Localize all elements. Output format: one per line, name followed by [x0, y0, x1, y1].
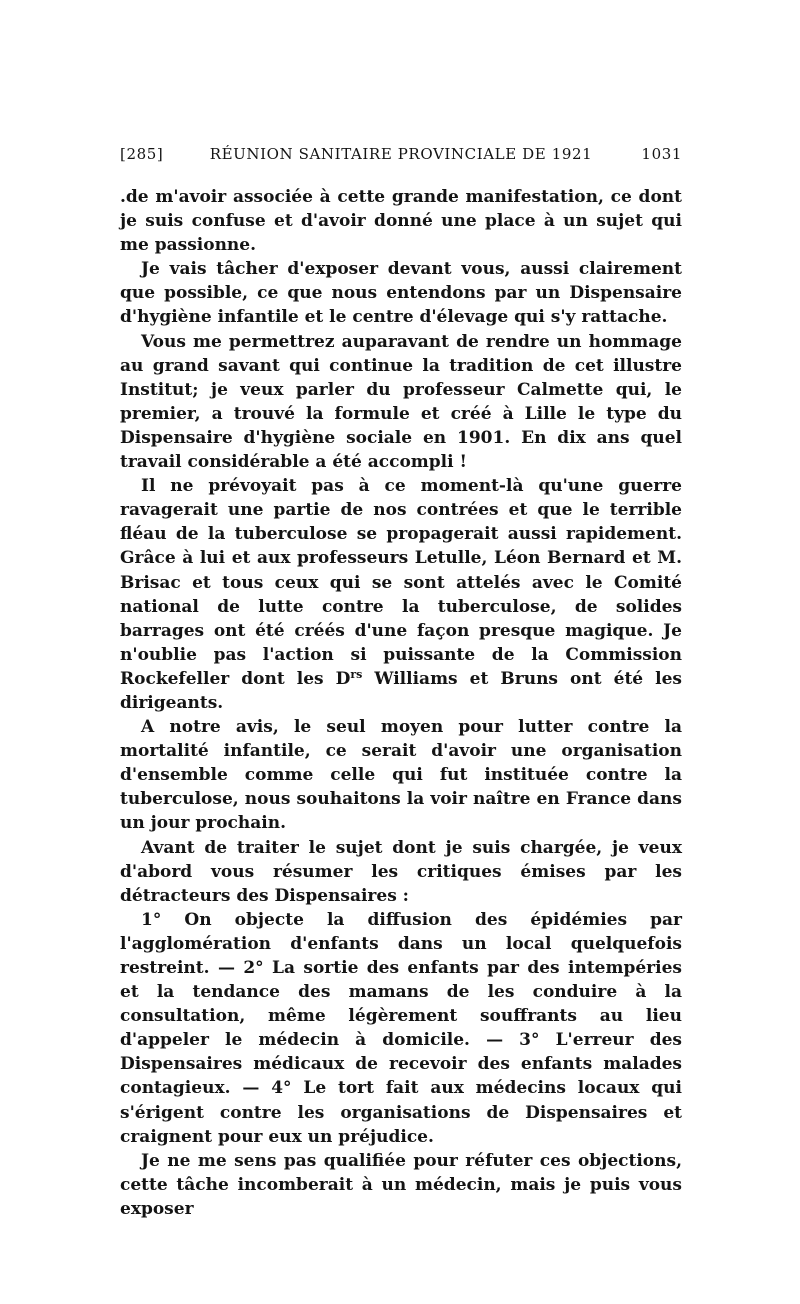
document-page — [120, 0, 682, 1304]
page-reference: [285] — [120, 145, 164, 163]
paragraph — [120, 474, 682, 715]
paragraph-text: Il ne prévoyait pas à ce moment-là qu'une guerre ravagerait une partie de nos contrées et que le terrible fléau de la tuberculose se propagerait aussi rapidement. Grâce à lui et aux professeurs Letulle, Léon Bernard et M. Brisac et tous ceux qui se sont attelés avec le Comité national de lutte contre la tuberculose, de solides barrages ont été créés d'une façon presque magique. Je n'oublie pas l'action si puissante de la Commission Rockefeller dont les D — [120, 476, 682, 689]
paragraph: A notre avis, le seul moyen pour lutter contre la mortalité infantile, ce serait d'avoir une organisation d'ensemble comme celle qui fut instituée contre la tuberculose, nous souhaitons la voir naître en France dans un jour prochain. — [120, 717, 682, 834]
paragraph: 1° On objecte la diffusion des épidémies par l'agglomération d'enfants dans un local quelquefois restreint. — 2° La sortie des enfants par des intempéries et la tendance des mamans de les conduire à la consultation, même légèrement souffrants au lieu d'appeler le médecin à domicile. — 3° L'erreur des Dispensaires médicaux de recevoir des enfants malades contagieux. — 4° Le tort fait aux médecins locaux qui s'érigent contre les organisations de Dispensaires et craignent pour eux un préjudice. — [120, 909, 682, 1147]
paragraph: Avant de traiter le sujet dont je suis chargée, je veux d'abord vous résumer les critiques émises par les détracteurs des Dispensaires : — [120, 837, 682, 906]
paragraph: Je ne me sens pas qualifiée pour réfuter ces objections, cette tâche incomberait à un médecin, mais je puis vous exposer — [120, 1150, 682, 1219]
body-text — [120, 185, 682, 1221]
paragraph-text: Williams et Bruns ont été les dirigeants. — [120, 668, 683, 713]
superscript-abbreviation: rs — [350, 667, 363, 681]
paragraph: Vous me permettrez auparavant de rendre un hommage au grand savant qui continue la tradition de cet illustre Institut; je veux parler du professeur Calmette qui, le premier, a trouvé la formule et créé à Lille le type du Dispensaire d'hygiène sociale en 1901. En dix ans quel travail considérable a été accompli ! — [120, 331, 682, 473]
page-number: 1031 — [641, 145, 682, 163]
running-title: RÉUNION SANITAIRE PROVINCIALE DE 1921 — [209, 145, 593, 163]
paragraph: .de m'avoir associée à cette grande manifestation, ce dont je suis confuse et d'avoir donné une place à un sujet qui me passionne. — [120, 187, 682, 256]
paragraph: Je vais tâcher d'exposer devant vous, aussi clairement que possible, ce que nous entendons par un Dispensaire d'hygiène infantile et le centre d'élevage qui s'y rattache. — [120, 259, 682, 328]
running-header — [120, 145, 682, 169]
